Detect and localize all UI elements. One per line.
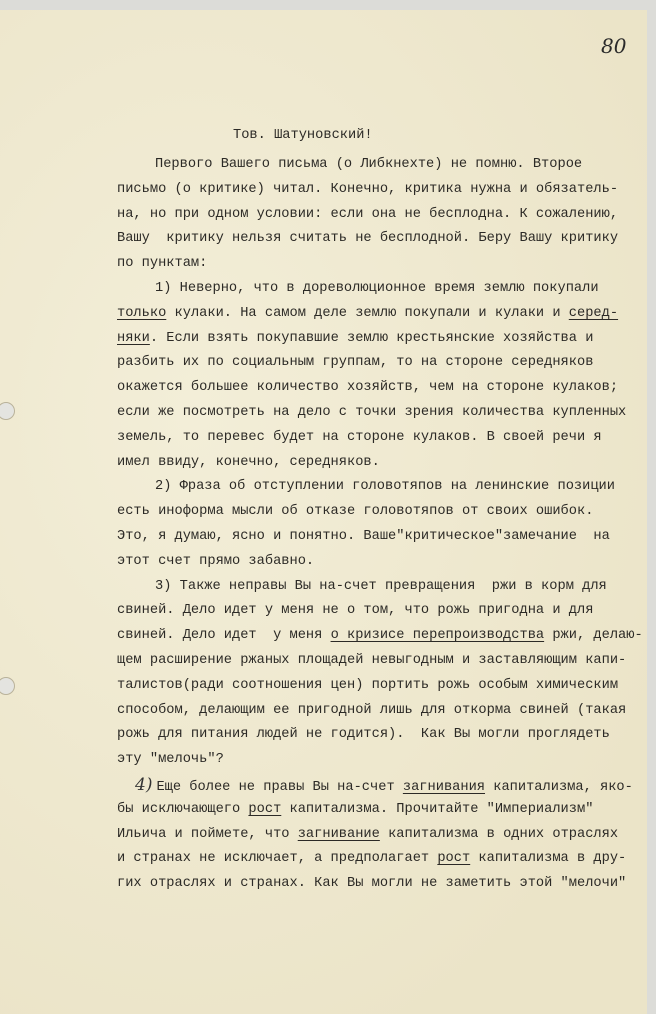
text-segment: Первого Вашего письма (о Либкнехте) не помню. Второе <box>155 157 583 172</box>
text-segment: капитализма в дру- <box>470 851 627 867</box>
text-line <box>117 674 647 699</box>
text-segment: капитализма в одних отраслях <box>379 826 619 842</box>
text-segment: разбить их по социальным группам, то на стороне середняков <box>117 355 594 371</box>
text-line <box>117 872 647 897</box>
text-line <box>117 227 647 252</box>
text-segment: кулаки. На самом деле землю покупали и кулаки и <box>166 305 569 321</box>
underlined-text: рост <box>248 801 282 817</box>
text-line <box>117 624 647 649</box>
underlined-text: няки <box>117 330 150 346</box>
text-segment: щем расширение ржаных площадей невыгодным и заставляющим капи- <box>117 652 627 668</box>
text-line <box>117 203 647 228</box>
text-segment: . Если взять покупавшие землю крестьянские хозяйства и <box>149 330 594 346</box>
underlined-text: рост <box>437 851 471 867</box>
text-line <box>117 550 647 575</box>
underlined-text: о кризисе перепроизводства <box>330 628 545 644</box>
text-line <box>117 649 647 674</box>
text-line <box>117 277 647 302</box>
text-segment: талистов(ради соотношения цен) портить рожь особым химическим <box>117 677 619 693</box>
text-segment: 3) Также неправы Вы на-счет превращения ржи в корм для <box>155 578 607 594</box>
text-segment: свиней. Дело идет у меня <box>117 628 331 644</box>
page-number: 80 <box>601 34 627 58</box>
text-segment: 1) Неверно, что в дореволюционное время землю покупали <box>155 280 599 296</box>
text-segment: свиней. Дело идет у меня не о том, что рожь пригодна и для <box>117 603 594 619</box>
text-segment: земель, то перевес будет на стороне кулаков. В своей речи я <box>117 429 602 445</box>
text-line <box>117 748 647 773</box>
text-segment: способом, делающим ее пригодной лишь для откорма свиней (такая <box>117 702 627 718</box>
text-segment: письмо (о критике) читал. Конечно, критика нужна и обязатель- <box>117 181 619 197</box>
underlined-text: загнивания <box>402 779 486 795</box>
text-line <box>117 351 647 376</box>
text-segment: по пунктам: <box>117 256 208 272</box>
text-segment: если же посмотреть на дело с точки зрения количества купленных <box>117 404 627 420</box>
text-segment: капитализма, яко- <box>485 779 633 795</box>
text-line <box>117 376 647 401</box>
text-line <box>117 525 647 550</box>
text-line <box>117 178 647 203</box>
text-segment: ржи, делаю- <box>544 628 643 644</box>
text-segment: 2) Фраза об отступлении головотяпов на ленинские позиции <box>155 479 615 495</box>
text-line <box>117 327 647 352</box>
text-line <box>117 500 647 525</box>
letter-body <box>117 153 647 897</box>
punch-hole <box>0 402 15 420</box>
handwritten-number: 4) <box>135 774 153 795</box>
text-line <box>117 451 647 476</box>
text-segment: есть иноформа мысли об отказе головотяпов от своих ошибок. <box>117 504 594 520</box>
letter-salutation: Тов. Шатуновский! <box>233 128 373 143</box>
text-segment: этот счет прямо забавно. <box>117 553 315 569</box>
text-segment: окажется большее количество хозяйств, чем на стороне кулаков; <box>117 380 619 396</box>
text-segment: эту "мелочь"? <box>117 752 224 768</box>
underlined-text: загнивание <box>297 826 380 842</box>
underlined-text: серед- <box>568 305 619 321</box>
text-line <box>117 426 647 451</box>
text-line <box>117 798 647 823</box>
text-line <box>117 401 647 426</box>
underlined-text: только <box>117 305 167 321</box>
text-line <box>117 153 647 178</box>
text-line <box>117 599 647 624</box>
text-segment: рожь для питания людей не годится). Как Вы могли проглядеть <box>117 727 610 743</box>
text-segment: Это, я думаю, ясно и понятно. Ваше"критическое"замечание на <box>117 528 610 544</box>
punch-hole <box>0 677 15 695</box>
text-line <box>117 475 647 500</box>
text-line <box>117 773 647 798</box>
text-segment: капитализма. Прочитайте "Империализм" <box>281 801 594 817</box>
text-line <box>117 252 647 277</box>
text-segment: Вашу критику нельзя считать не бесплодной. Беру Вашу критику <box>117 231 619 247</box>
text-segment: имел ввиду, конечно, середняков. <box>117 454 380 470</box>
text-line <box>117 823 647 848</box>
text-segment: гих отраслях и странах. Как Вы могли не заметить этой "мелочи" <box>117 876 627 892</box>
text-segment: на, но при одном условии: если она не бесплодна. К сожалению, <box>117 206 619 222</box>
text-line <box>117 302 647 327</box>
text-line <box>117 723 647 748</box>
text-segment: и странах не исключает, а предполагает <box>117 851 438 867</box>
text-segment: бы исключающего <box>117 801 249 817</box>
text-segment: Ильича и поймете, что <box>117 826 298 842</box>
text-segment: Еще более не правы Вы на-счет <box>156 779 403 795</box>
text-line <box>117 847 647 872</box>
text-line <box>117 575 647 600</box>
text-line <box>117 699 647 724</box>
